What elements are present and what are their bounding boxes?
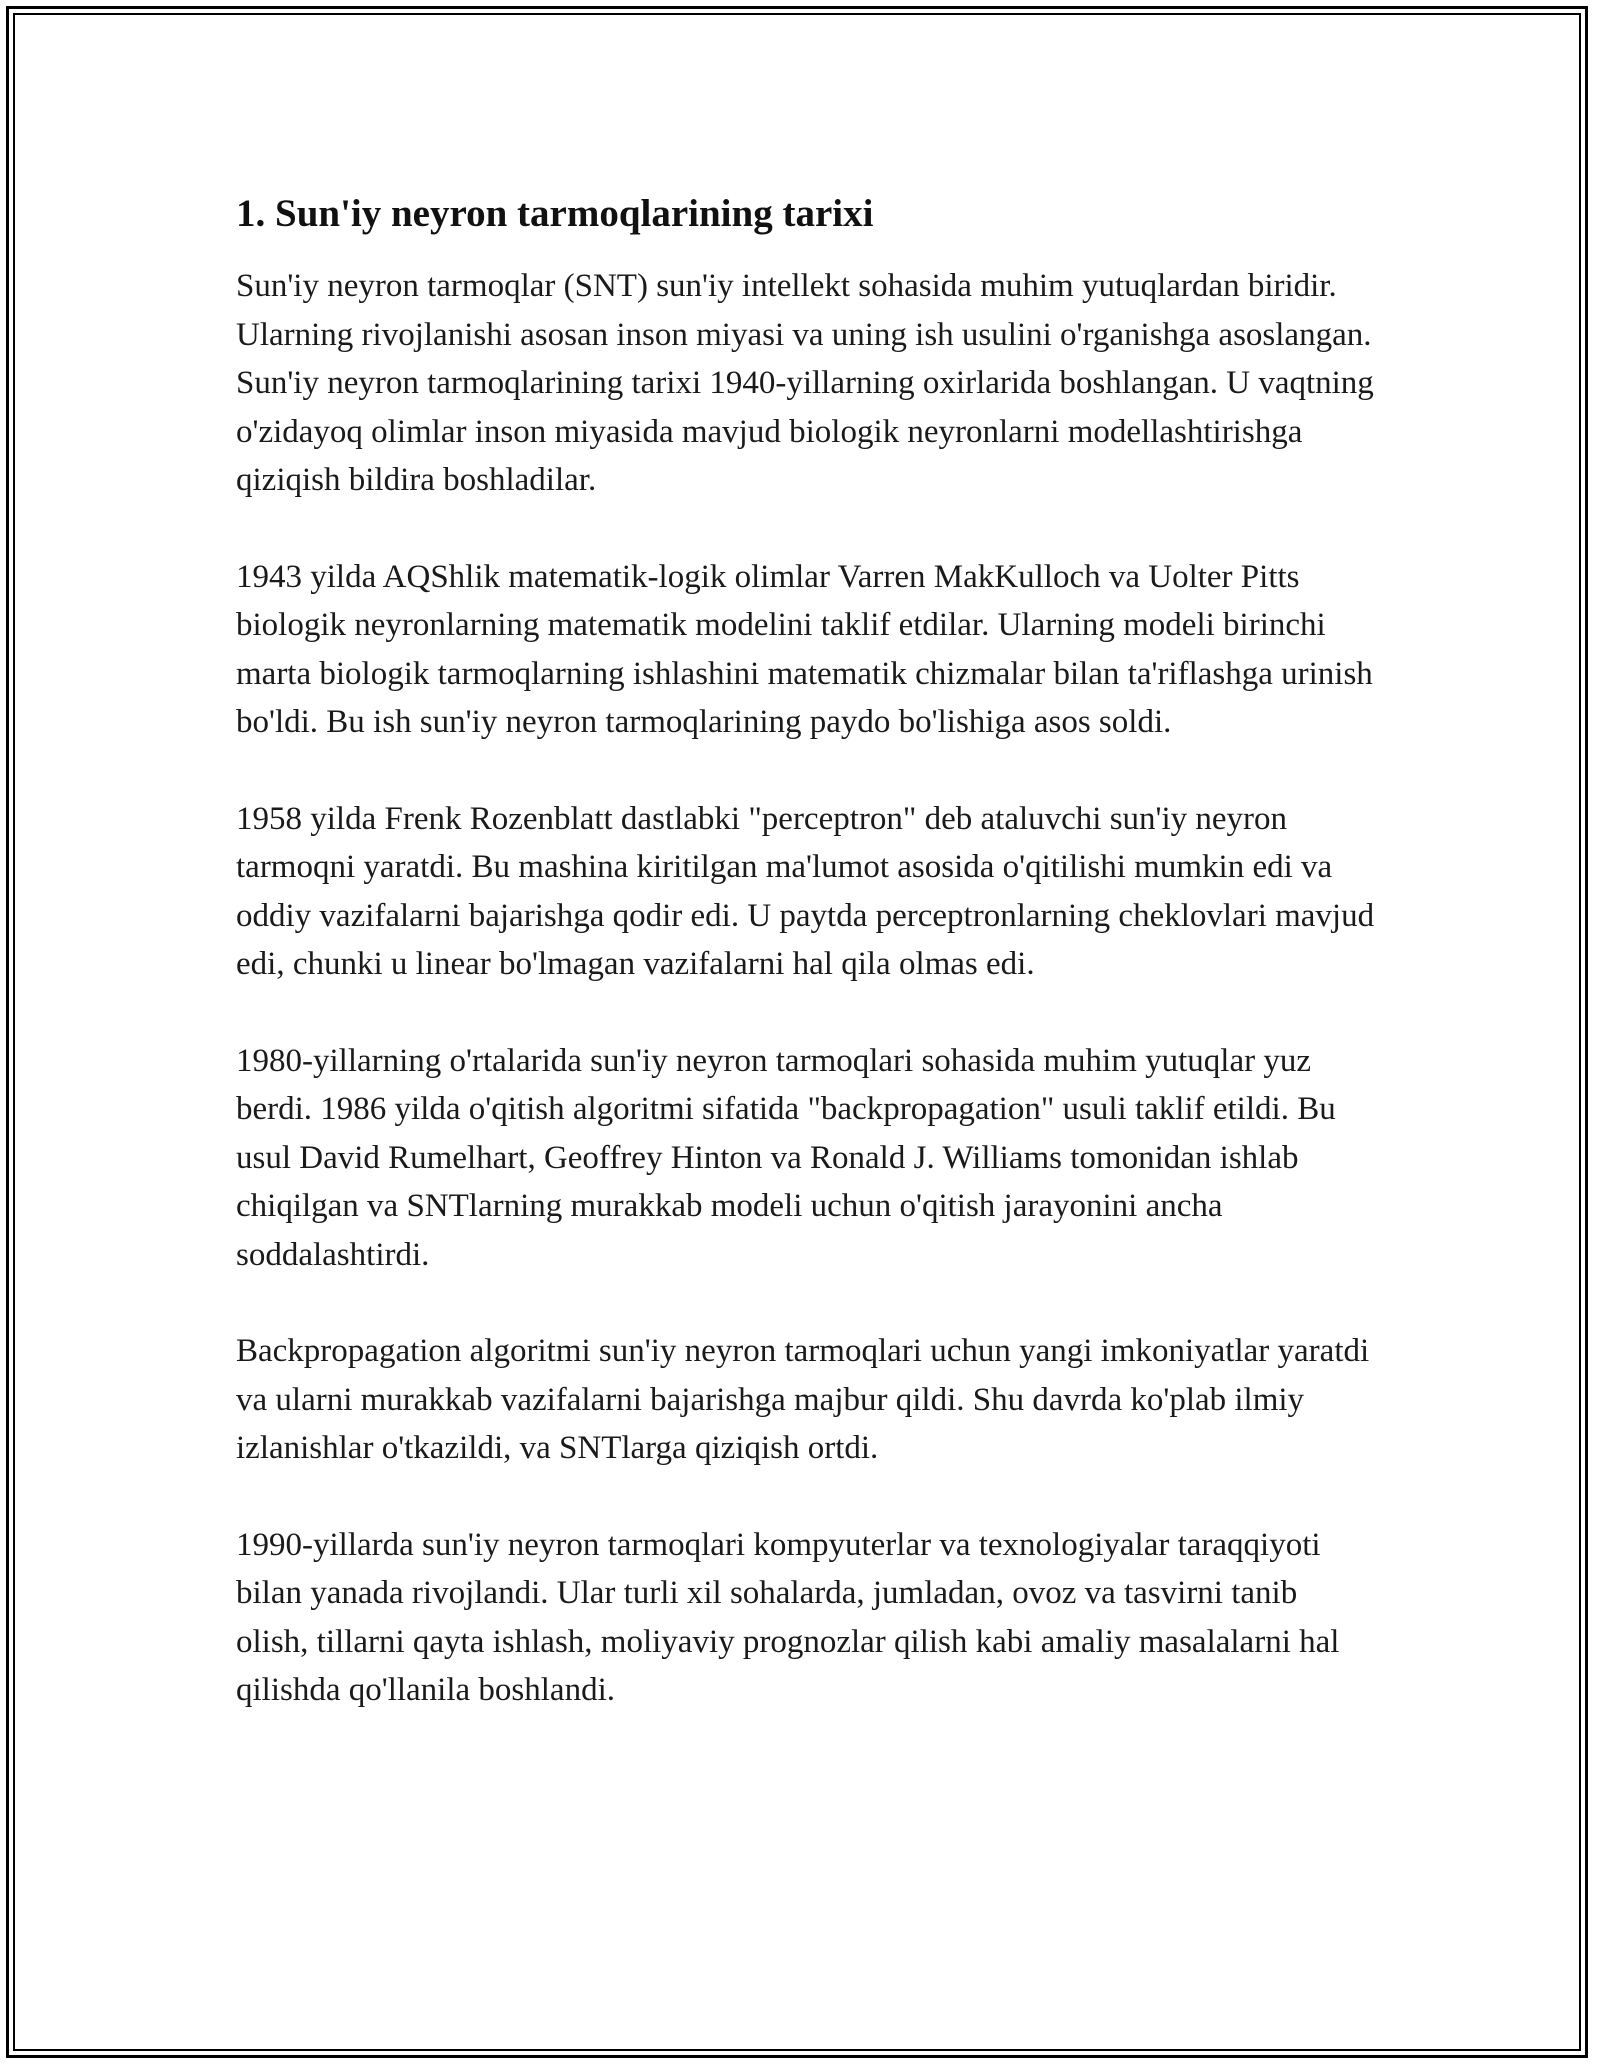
paragraph-1990s: 1990-yillarda sun'iy neyron tarmoqlari kompyuterlar va texnologiyalar taraqqiyoti bilan yanada rivojlandi. Ular turli xil sohalarda, jumladan, ovoz va tasvirni tanib olish, tillarni qayta ishlash, moliyaviy prognozlar qilish kabi amaliy masalalarni hal qilishda qo'llanila boshlandi. (236, 1526, 1340, 1708)
document-body (236, 186, 1376, 1763)
paragraph-1943: 1943 yilda AQShlik matematik-logik olimlar Varren MakKulloch va Uolter Pitts biologik neyronlarning matematik modelini taklif etdilar. Ularning modeli birinchi marta biologik tarmoqlarning ishlashini matematik chizmalar bilan ta'riflashga urinish bo'ldi. Bu ish sun'iy neyron tarmoqlarining paydo bo'lishiga asos soldi. (236, 558, 1373, 740)
paragraph-1980s: 1980-yillarning o'rtalarida sun'iy neyron tarmoqlari sohasida muhim yutuqlar yuz berdi. 1986 yilda o'qitish algoritmi sifatida "backpropagation" usuli taklif etildi. Bu usul David Rumelhart, Geoffrey Hinton va Ronald J. Williams tomonidan ishlab chiqilgan va SNTlarning murakkab modeli uchun o'qitish jarayonini ancha soddalashtirdi. (236, 1042, 1336, 1273)
paragraph-intro: Sun'iy neyron tarmoqlar (SNT) sun'iy intellekt sohasida muhim yutuqlardan biridir. Ularning rivojlanishi asosan inson miyasi va uning ish usulini o'rganishga asoslangan. Sun'iy neyron tarmoqlarining tarixi 1940-yillarning oxirlarida boshlangan. U vaqtning o'zidayoq olimlar inson miyasida mavjud biologik neyronlarni modellashtirishga qiziqish bildira boshladilar. (236, 268, 1374, 498)
document-title: 1. Sun'iy neyron tarmoqlarining tarixi (236, 192, 874, 235)
paragraph-backpropagation: Backpropagation algoritmi sun'iy neyron tarmoqlari uchun yangi imkoniyatlar yaratdi va ularni murakkab vazifalarni bajarishga majbur qildi. Shu davrda ko'plab ilmiy izlanishlar o'tkazildi, va SNTlarga qiziqish ortdi. (236, 1333, 1370, 1466)
paragraph-1958: 1958 yilda Frenk Rozenblatt dastlabki "perceptron" deb ataluvchi sun'iy neyron tarmoqni yaratdi. Bu mashina kiritilgan ma'lumot asosida o'qitilishi mumkin edi va oddiy vazifalarni bajarishga qodir edi. U paytda perceptronlarning cheklovlari mavjud edi, chunki u linear bo'lmagan vazifalarni hal qila olmas edi. (236, 800, 1375, 982)
